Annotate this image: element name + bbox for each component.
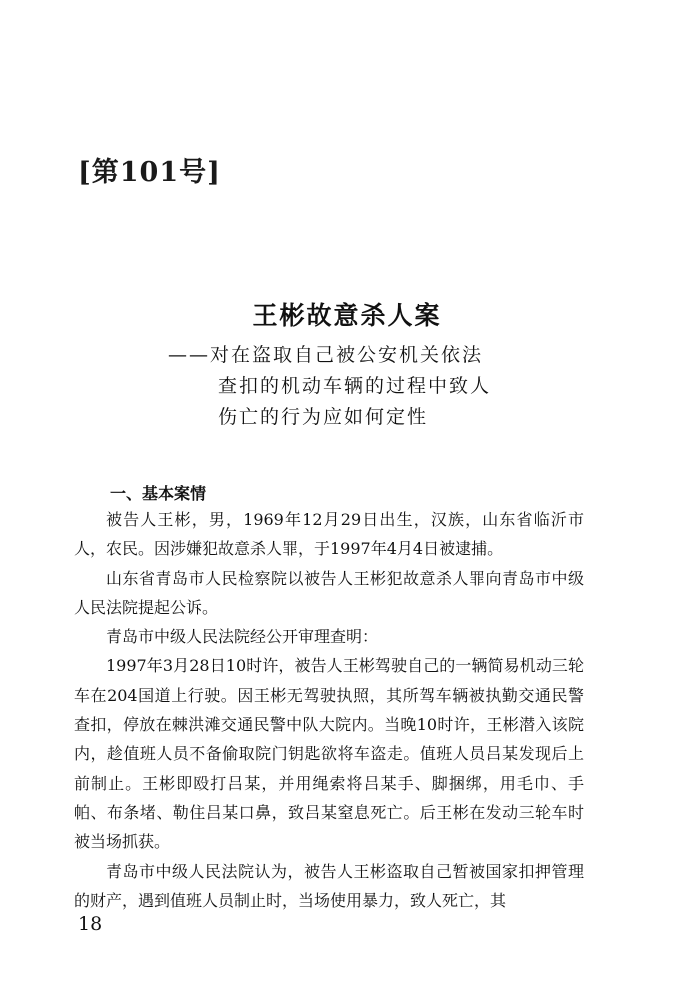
- paragraph-prosecution: 山东省青岛市人民检察院以被告人王彬犯故意杀人罪向青岛市中级人民法院提起公诉。: [74, 568, 584, 617]
- case-number: [第101号]: [78, 157, 221, 188]
- case-title: 王彬故意杀人案: [252, 301, 442, 330]
- subtitle-line-1: ——对在盗取自己被公安机关依法: [168, 344, 484, 366]
- paragraph-trial-findings-intro: 青岛市中级人民法院经公开审理查明：: [106, 627, 379, 647]
- body-text: [74, 505, 584, 915]
- paragraph-defendant-info: 被告人王彬，男，1969年12月29日出生，汉族，山东省临沂市人，农民。因涉嫌犯故意杀人罪，于1997年4月4日被逮捕。: [74, 510, 584, 559]
- subtitle-line-3: 伤亡的行为应如何定性: [218, 406, 429, 428]
- paragraph-facts: 1997年3月28日10时许，被告人王彬驾驶自己的一辆简易机动三轮车在204国道上行驶。因王彬无驾驶执照，其所驾车辆被执勤交通民警查扣，停放在棘洪滩交通民警中队大院内。当晚10时许，王彬潜入该院内，趁值班人员不备偷取院门钥匙欲将车盗走。值班人员吕某发现后上前制止。王彬即殴打吕某，并用绳索将吕某手、脚捆绑，用毛巾、手帕、布条堵、勒住吕某口鼻，致吕某窒息死亡。后王彬在发动三轮车时被当场抓获。: [74, 656, 584, 852]
- paragraph-court-opinion: 青岛市中级人民法院认为，被告人王彬盗取自己暂被国家扣押管理的财产，遇到值班人员制止时，当场使用暴力，致人死亡，其: [74, 861, 584, 910]
- page-number: 18: [78, 913, 103, 935]
- subtitle-line-2: 查扣的机动车辆的过程中致人: [218, 375, 492, 397]
- section-heading: 一、基本案情: [110, 484, 207, 503]
